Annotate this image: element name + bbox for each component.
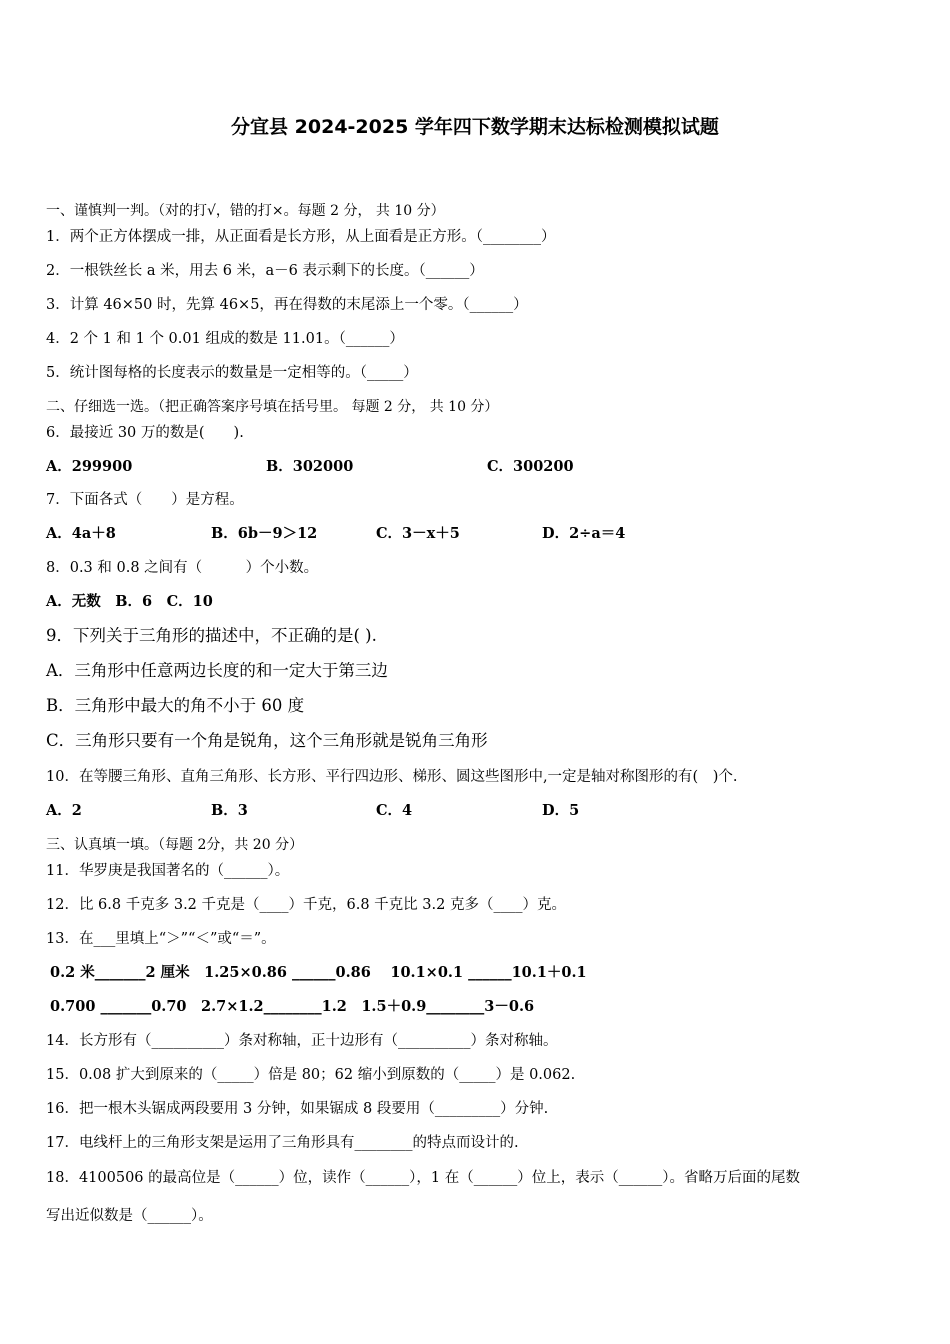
- question-7-option-c: C．3－x＋5: [376, 525, 460, 542]
- question-3: 3．计算 46×50 时，先算 46×5，再在得数的末尾添上一个零。（______）: [46, 297, 528, 313]
- question-13-row-2: 0.700 _______0.70 2.7×1.2________1.2 1.5＋0.9________3－0.6: [50, 998, 535, 1015]
- question-15: 15．0.08 扩大到原来的（_____）倍是 80；62 缩小到原数的（_____）是 0.062.: [46, 1067, 576, 1083]
- question-16: 16．把一根木头锯成两段要用 3 分钟，如果锯成 8 段要用（_________）分钟.: [46, 1101, 549, 1117]
- question-8: 8．0.3 和 0.8 之间有（ ）个小数。: [46, 560, 319, 576]
- question-18-line-1: 18．4100506 的最高位是（______）位，读作（______），1 在（______）位上，表示（______）。省略万后面的尾数: [46, 1170, 800, 1186]
- question-9: 9．下列关于三角形的描述中，不正确的是( ).: [46, 626, 377, 645]
- section-heading-2: 二、仔细选一选。（把正确答案序号填在括号里。 每题 2 分， 共 10 分）: [46, 399, 499, 415]
- section-heading-1: 一、谨慎判一判。（对的打√，错的打×。每题 2 分， 共 10 分）: [46, 203, 445, 219]
- question-6-option-c: C．300200: [487, 458, 574, 475]
- question-7: 7．下面各式（ ）是方程。: [46, 492, 244, 508]
- question-10: 10．在等腰三角形、直角三角形、长方形、平行四边形、梯形、圆这些图形中,一定是轴对称图形的有( )个.: [46, 769, 738, 785]
- question-10-option-a: A．2: [46, 802, 82, 819]
- question-4: 4．2 个 1 和 1 个 0.01 组成的数是 11.01。（______）: [46, 331, 404, 347]
- question-6: 6．最接近 30 万的数是( ).: [46, 425, 244, 441]
- question-6-option-a: A．299900: [46, 458, 133, 475]
- question-9-option-c: C．三角形只要有一个角是锐角，这个三角形就是锐角三角形: [46, 731, 488, 750]
- question-10-option-d: D．5: [542, 802, 580, 819]
- question-8-options: A．无数 B．6 C．10: [46, 593, 213, 610]
- question-11: 11．华罗庚是我国著名的（______）。: [46, 863, 290, 879]
- question-10-option-b: B．3: [211, 802, 248, 819]
- question-10-option-c: C．4: [376, 802, 413, 819]
- question-6-option-b: B．302000: [266, 458, 354, 475]
- question-14: 14．长方形有（__________）条对称轴，正十边形有（__________）条对称轴。: [46, 1033, 558, 1049]
- question-9-option-a: A．三角形中任意两边长度的和一定大于第三边: [46, 661, 388, 680]
- question-7-option-b: B．6b－9＞12: [211, 525, 318, 542]
- question-2: 2．一根铁丝长 a 米，用去 6 米，a－6 表示剩下的长度。（______）: [46, 263, 484, 279]
- section-heading-3: 三、认真填一填。（每题 2分，共 20 分）: [46, 837, 304, 853]
- question-13-row-1: 0.2 米_______2 厘米 1.25×0.86 ______0.86 10.1×0.1 ______10.1＋0.1: [50, 964, 587, 981]
- question-5: 5．统计图每格的长度表示的数量是一定相等的。（_____）: [46, 365, 418, 381]
- question-9-option-b: B．三角形中最大的角不小于 60 度: [46, 696, 305, 715]
- question-7-option-a: A．4a＋8: [46, 525, 116, 542]
- page-title: 分宜县 2024-2025 学年四下数学期末达标检测模拟试题: [231, 116, 719, 138]
- question-18-line-2: 写出近似数是（______）。: [46, 1208, 213, 1224]
- question-13: 13．在___里填上“＞”“＜”或“＝”。: [46, 931, 276, 947]
- question-7-option-d: D．2÷a＝4: [542, 525, 626, 542]
- question-17: 17．电线杆上的三角形支架是运用了三角形具有________的特点而设计的.: [46, 1135, 519, 1151]
- question-12: 12．比 6.8 千克多 3.2 千克是（____）千克，6.8 千克比 3.2 克多（____）克。: [46, 897, 566, 913]
- question-1: 1．两个正方体摆成一排，从正面看是长方形，从上面看是正方形。（________）: [46, 229, 556, 245]
